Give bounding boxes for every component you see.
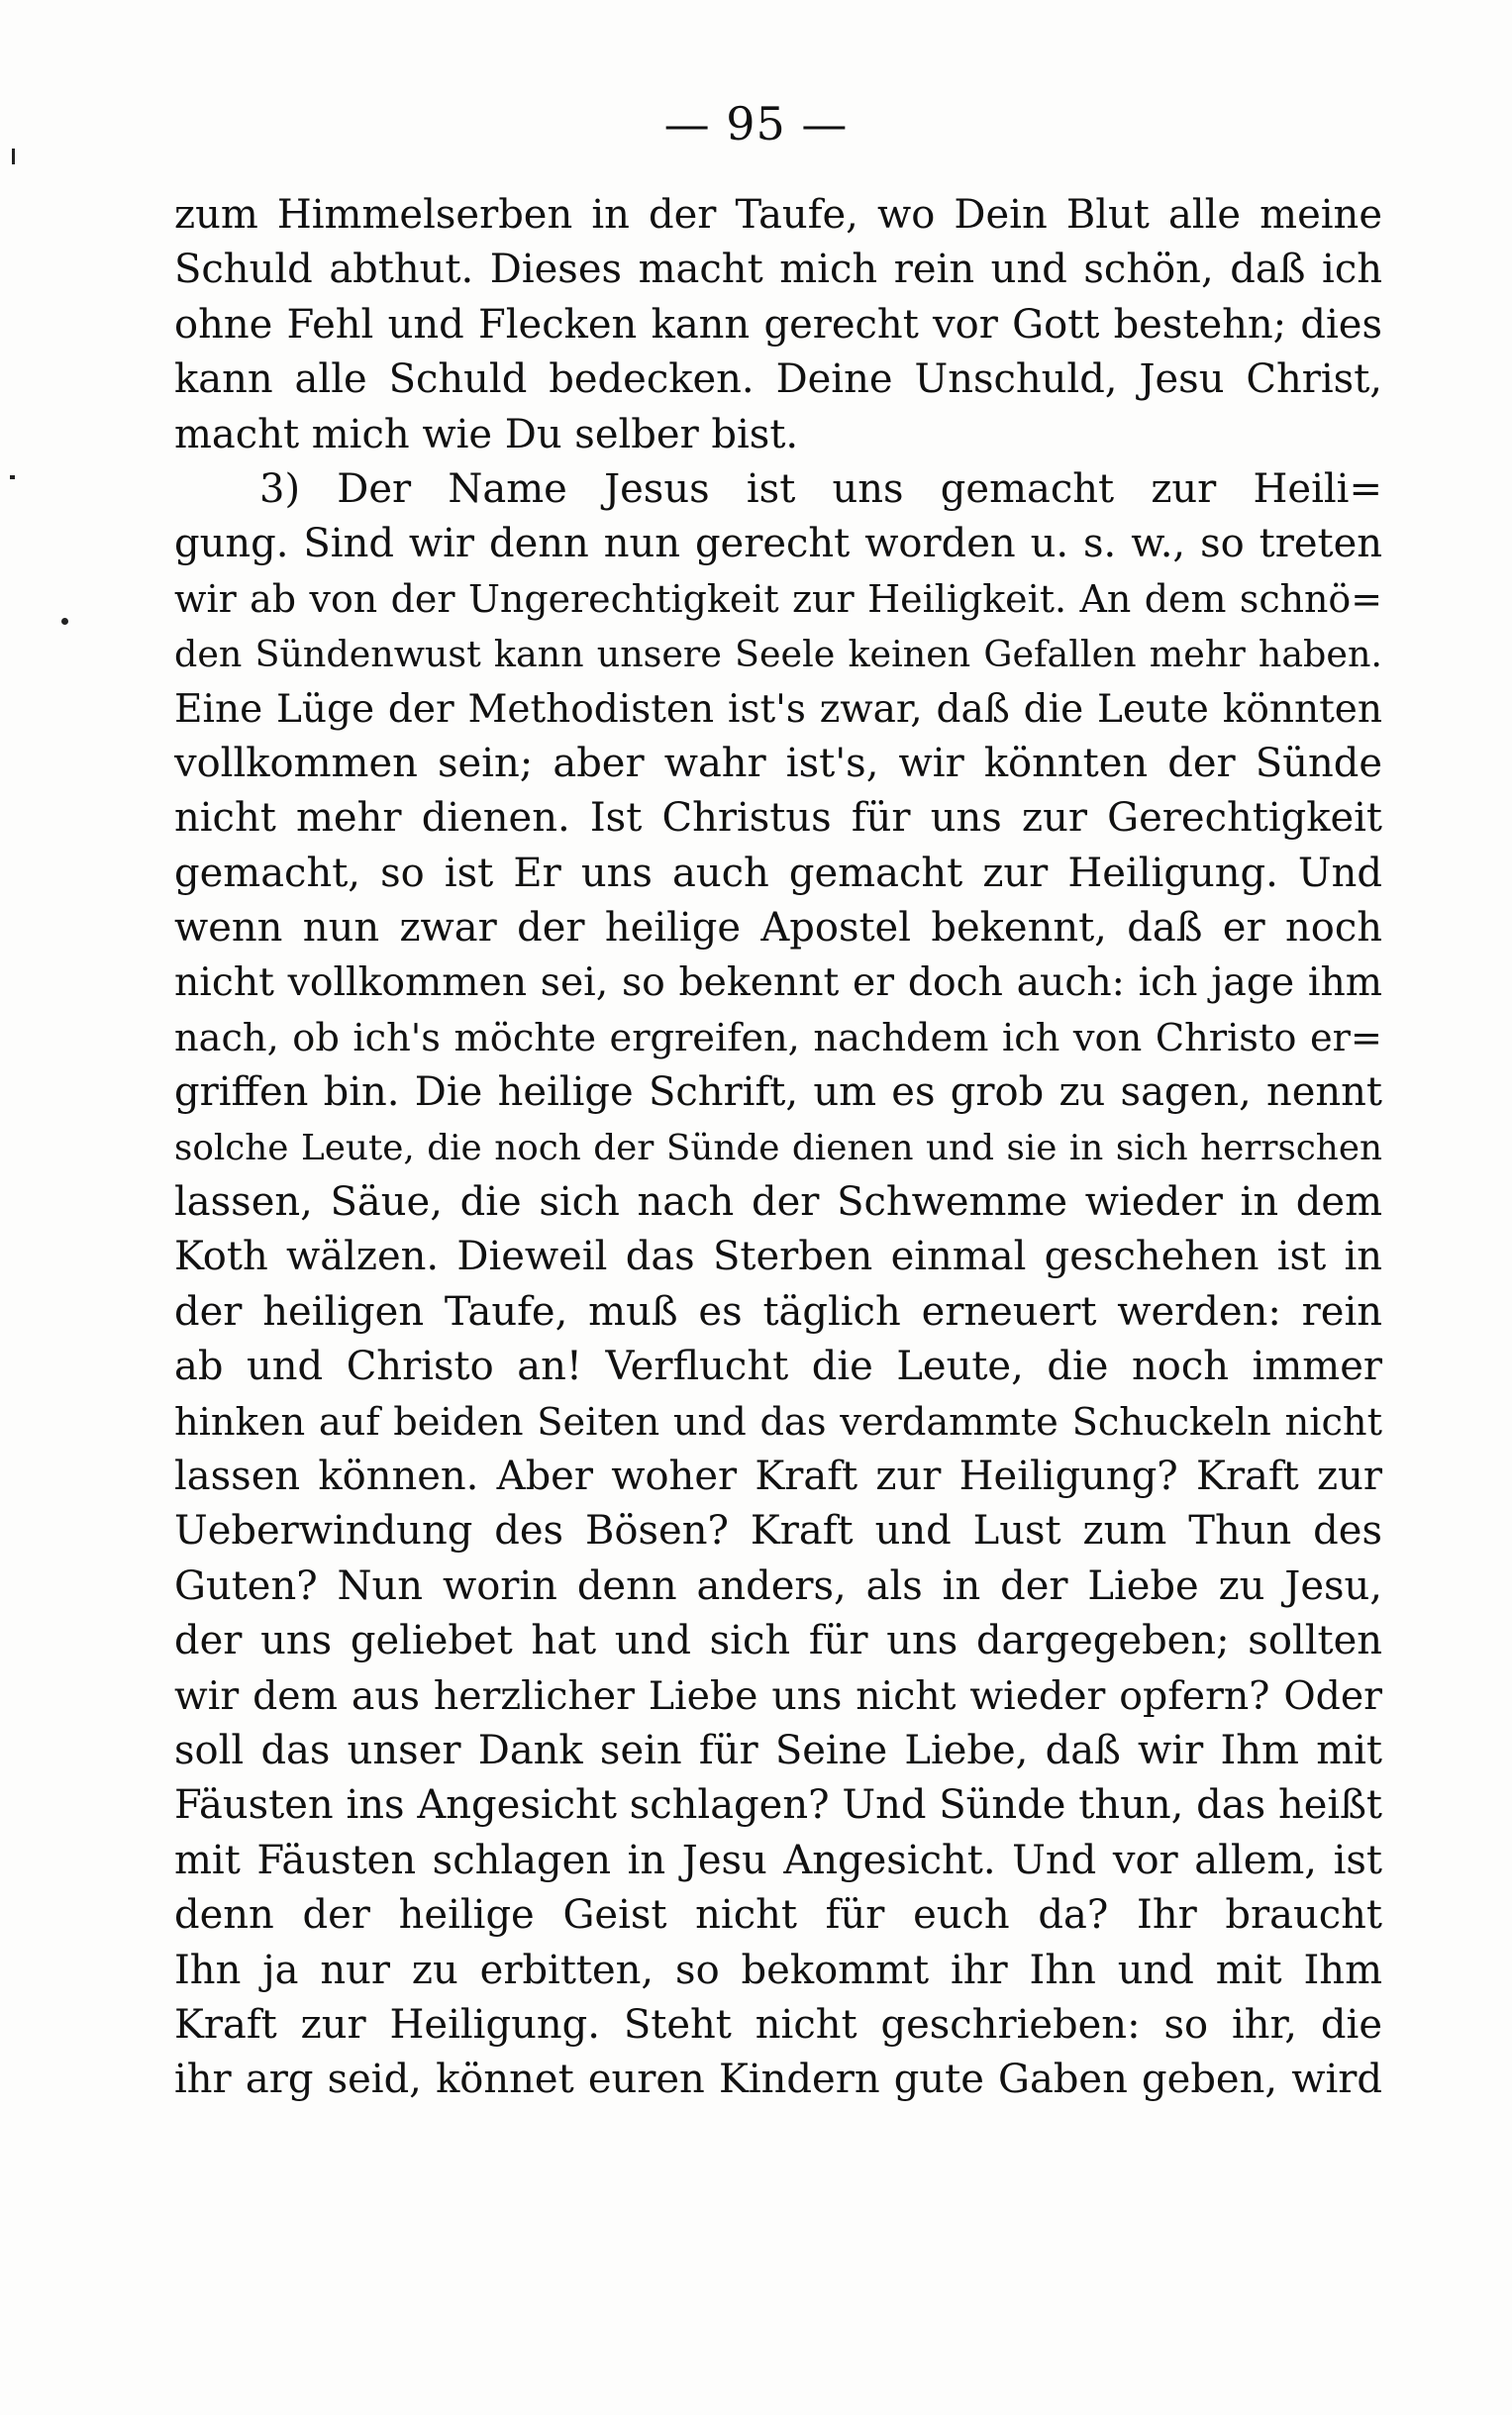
text-line: nach, ob ich's möchte ergreifen, nachdem ich von Christo er= [174,1015,1382,1060]
text-line: der heiligen Taufe, muß es täglich erneuert werden: rein [174,1288,1382,1335]
text-line: Kraft zur Heiligung. Steht nicht geschrieben: so ihr, die [174,2001,1382,2048]
text-line: Eine Lüge der Methodisten ist's zwar, daß die Leute könnten [174,686,1382,732]
text-line: Guten? Nun worin denn anders, als in der Liebe zu Jesu, [174,1562,1382,1609]
paragraph-start-line: 3) Der Name Jesus ist uns gemacht zur Heili= [259,465,1382,512]
text-line: denn der heilige Geist nicht für euch da? Ihr braucht [174,1892,1382,1939]
text-line: lassen, Säue, die sich nach der Schwemme wieder in dem [174,1179,1382,1226]
text-line: lassen können. Aber woher Kraft zur Heiligung? Kraft zur [174,1453,1382,1499]
text-line: gung. Sind wir denn nun gerecht worden u. s. w., so treten [174,521,1382,567]
text-line: vollkommen sein; aber wahr ist's, wir könnten der Sünde [174,740,1382,786]
text-line: ab und Christo an! Verflucht die Leute, die noch immer [174,1344,1382,1390]
text-line: soll das unser Dank sein für Seine Liebe, daß wir Ihm mit [174,1727,1382,1773]
page-number: — 95 — [663,97,849,151]
text-line: macht mich wie Du selber bist. [174,411,799,457]
margin-dot [61,618,68,625]
text-line: gemacht, so ist Er uns auch gemacht zur Heiligung. Und [174,850,1382,896]
text-line: ohne Fehl und Flecken kann gerecht vor Gott bestehn; dies [174,301,1382,348]
text-line: solche Leute, die noch der Sünde dienen und sie in sich herrschen [174,1127,1382,1168]
margin-speck [10,475,15,479]
text-line: Koth wälzen. Dieweil das Sterben einmal geschehen ist in [174,1234,1382,1280]
text-line: wir ab von der Ungerechtigkeit zur Heiligkeit. An dem schnö= [174,576,1382,621]
text-line: den Sündenwust kann unsere Seele keinen Gefallen mehr haben. [174,633,1382,676]
text-line: Fäusten ins Angesicht schlagen? Und Sünde thun, das heißt [174,1782,1382,1829]
text-line: hinken auf beiden Seiten und das verdammte Schuckeln nicht [174,1399,1382,1445]
text-line: Ueberwindung des Bösen? Kraft und Lust zum Thun des [174,1508,1382,1555]
body-text [174,188,1382,2108]
margin-speck [12,149,15,164]
text-line: mit Fäusten schlagen in Jesu Angesicht. Und vor allem, ist [174,1837,1382,1883]
text-line: der uns geliebet hat und sich für uns dargegeben; sollten [174,1618,1382,1664]
text-line: griffen bin. Die heilige Schrift, um es grob zu sagen, nennt [174,1069,1382,1116]
text-line: zum Himmelserben in der Taufe, wo Dein Blut alle meine [174,192,1382,238]
text-line: kann alle Schuld bedecken. Deine Unschuld, Jesu Christ, [174,356,1382,403]
text-line: ihr arg seid, könnet euren Kindern gute Gaben geben, wird [174,2057,1382,2103]
text-line: wenn nun zwar der heilige Apostel bekennt, daß er noch [174,905,1382,952]
text-line: Schuld abthut. Dieses macht mich rein und schön, daß ich [174,247,1382,293]
text-line: Ihn ja nur zu erbitten, so bekommt ihr Ihn und mit Ihm [174,1947,1382,1993]
text-line: nicht vollkommen sei, so bekennt er doch auch: ich jage ihm [174,960,1382,1006]
text-line: wir dem aus herzlicher Liebe uns nicht wieder opfern? Oder [174,1672,1382,1719]
text-line: nicht mehr dienen. Ist Christus für uns zur Gerechtigkeit [174,795,1382,842]
